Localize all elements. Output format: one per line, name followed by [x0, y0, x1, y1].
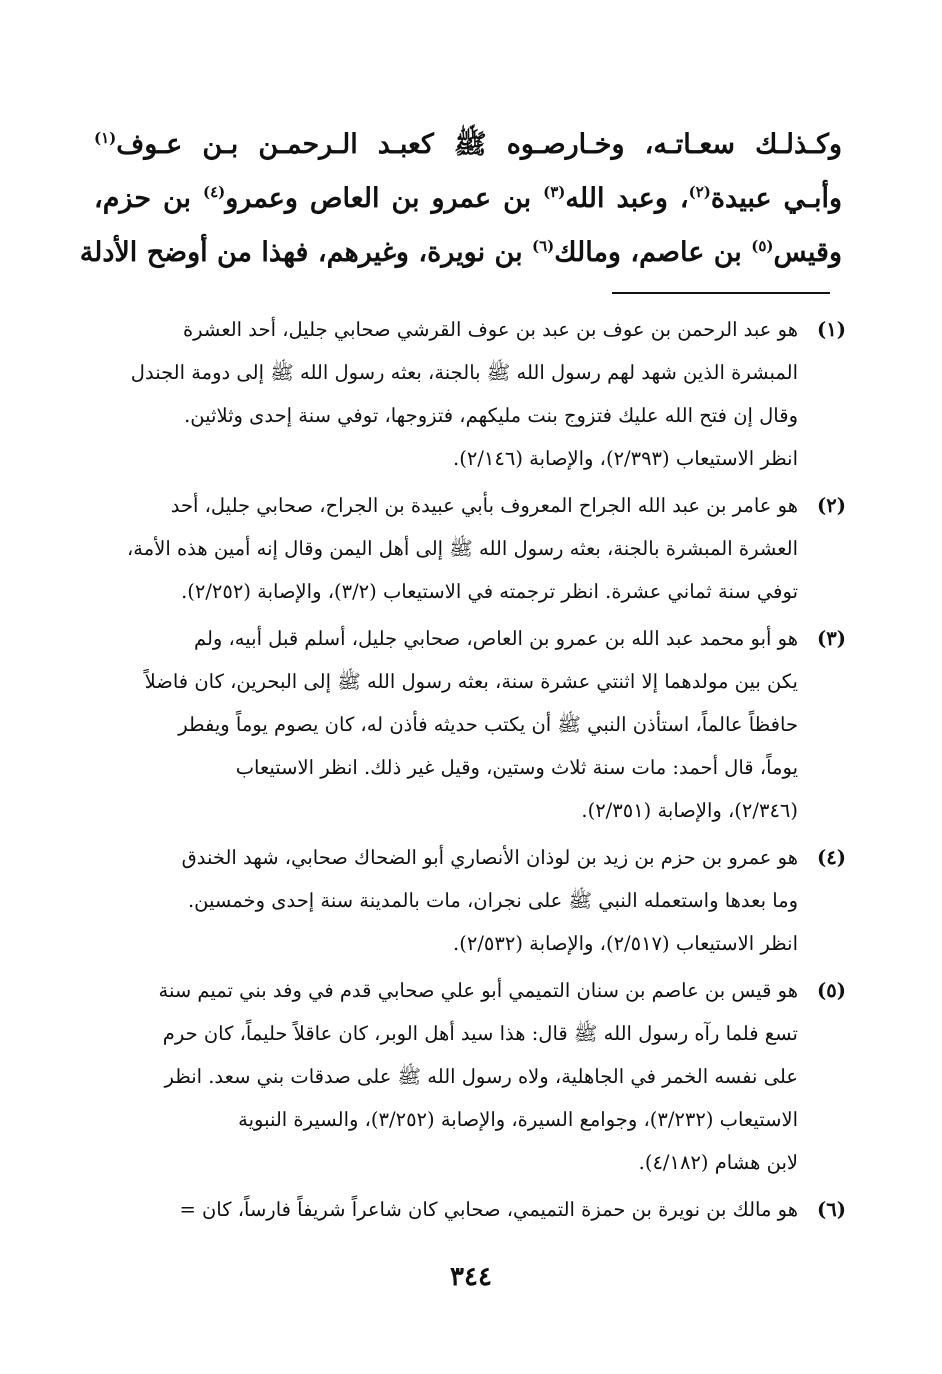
footnote-line: هو عامر بن عبد الله الجراح المعروف بأبي عبيدة بن الجراح، صحابي جليل، أحد: [170, 494, 798, 517]
footnote-text: [86, 836, 798, 965]
footnote-6: [86, 1188, 846, 1231]
footnote-line: توفي سنة ثماني عشرة. انظر ترجمته في الاستيعاب (٣/٢)، والإصابة (٢/٢٥٢).: [181, 580, 798, 603]
footnote-line: يكن بين مولدهما إلا اثنتي عشرة سنة، بعثه رسول الله ﷺ إلى البحرين، كان فاضلاً: [144, 670, 798, 693]
main-line-text: بن عمرو بن العاص وعمرو: [225, 183, 544, 214]
footnote-line: وما بعدها واستعمله النبي ﷺ على نجران، مات بالمدينة سنة إحدى وخمسين.: [187, 889, 798, 912]
footnote-line: (٢/٣٤٦)، والإصابة (٢/٣٥١).: [581, 799, 798, 822]
footnote-number: (٤): [817, 846, 846, 869]
footnote-line: هو عمرو بن حزم بن زيد بن لوذان الأنصاري أبو الضحاك صحابي، شهد الخندق: [181, 846, 798, 869]
main-line-text: وأبـي عبيدة: [710, 183, 843, 214]
main-text: [79, 118, 843, 280]
main-line: [94, 118, 842, 172]
page-number: ٣٤٤: [450, 1262, 492, 1292]
footnote-line: انظر الاستيعاب (٢/٣٩٣)، والإصابة (٢/١٤٦).: [453, 447, 798, 470]
footnote-line: هو عبد الرحمن بن عوف بن عبد بن عوف القرشي صحابي جليل، أحد العشرة: [182, 318, 798, 341]
footnote-1: [86, 308, 846, 480]
footnote-line: لابن هشام (٤/١٨٢).: [638, 1151, 798, 1174]
footnote-line: المبشرة الذين شهد لهم رسول الله ﷺ بالجنة، بعثه رسول الله ﷺ إلى دومة الجندل: [130, 361, 798, 384]
main-line-text: بن نويرة، وغيرهم، فهذا من أوضح الأدلة: [79, 237, 532, 268]
footnote-ref: (١): [94, 129, 117, 147]
footnote-separator: [612, 292, 830, 294]
footnote-ref: (٦): [531, 237, 555, 255]
footnote-text: [86, 308, 798, 480]
footnote-2: [86, 484, 846, 613]
main-line: [94, 172, 842, 226]
main-line-text: بن عاصم، ومالك: [554, 237, 752, 268]
main-line-text: ، وعبد الله: [565, 183, 689, 214]
footnote-5: [86, 969, 846, 1184]
footnote-3: [86, 617, 846, 832]
footnote-line: على نفسه الخمر في الجاهلية، ولاه رسول الله ﷺ على صدقات بني سعد. انظر: [164, 1065, 798, 1088]
footnote-line: حافظاً عالماً، استأذن النبي ﷺ أن يكتب حديثه فأذن له، كان يصوم يوماً ويفطر: [178, 713, 798, 736]
footnote-line: هو قيس بن عاصم بن سنان التميمي أبو علي صحابي قدم في وفد بني تميم سنة: [158, 979, 798, 1002]
footnote-4: [86, 836, 846, 965]
footnote-line: انظر الاستيعاب (٢/٥١٧)، والإصابة (٢/٥٣٢).: [453, 932, 798, 955]
footnote-ref: (٤): [202, 183, 226, 201]
footnote-number: (٦): [817, 1198, 846, 1221]
footnote-ref: (٣): [543, 183, 566, 201]
footnote-line: يوماً، قال أحمد: مات سنة ثلاث وستين، وقيل غير ذلك. انظر الاستيعاب: [235, 756, 798, 779]
footnote-ref: (٥): [751, 237, 774, 255]
main-line-text: بن حزم،: [94, 183, 203, 214]
footnote-number: (٣): [817, 627, 846, 650]
footnote-line: العشرة المبشرة بالجنة، بعثه رسول الله ﷺ إلى أهل اليمن وقال إنه أمين هذه الأمة،: [127, 537, 798, 560]
footnote-line: الاستيعاب (٣/٢٣٢)، وجوامع السيرة، والإصابة (٣/٢٥٢)، والسيرة النبوية: [238, 1108, 798, 1131]
footnote-text: [86, 484, 798, 613]
main-line-text: وكـذلـك سعـاتـه، وخـارصـوه ﷺ كعبـد الـرحمـن بـن عـوف: [116, 129, 842, 160]
footnote-ref: (٢): [688, 183, 711, 201]
footnote-text: [86, 617, 798, 832]
footnotes: [86, 308, 846, 1235]
footnote-line: هو أبو محمد عبد الله بن عمرو بن العاص، صحابي جليل، أسلم قبل أبيه، ولم: [193, 627, 798, 650]
footnote-text: [86, 1188, 798, 1231]
footnote-number: (٥): [817, 979, 846, 1002]
footnote-number: (١): [817, 318, 846, 341]
footnote-line: هو مالك بن نويرة بن حمزة التميمي، صحابي كان شاعراً شريفاً فارساً، كان =: [179, 1198, 798, 1221]
main-line: [79, 226, 842, 280]
footnote-text: [86, 969, 798, 1184]
main-line-text: وقيس: [773, 237, 842, 268]
footnote-number: (٢): [817, 494, 846, 517]
footnote-line: وقال إن فتح الله عليك فتزوج بنت مليكهم، فتزوجها، توفي سنة إحدى وثلاثين.: [184, 404, 798, 427]
footnote-line: تسع فلما رآه رسول الله ﷺ قال: هذا سيد أهل الوبر، كان عاقلاً حليماً، كان حرم: [162, 1022, 798, 1045]
